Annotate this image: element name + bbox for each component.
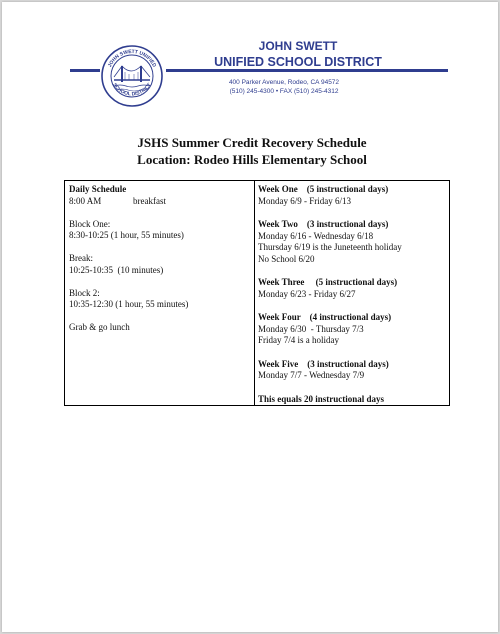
column-divider [254, 181, 255, 405]
week-two-no-school-note: No School 6/20 [258, 253, 315, 264]
week-two-holiday-note: Thursday 6/19 is the Juneteenth holiday [258, 242, 402, 252]
letterhead [70, 32, 448, 116]
week-two-dates: Monday 6/16 - Wednesday 6/18 [258, 230, 374, 241]
week-three-heading: Week Three (5 instructional days) [258, 277, 398, 287]
week-four-heading: Week Four (4 instructional days) [258, 312, 392, 322]
document-title: JSHS Summer Credit Recovery Schedule [137, 135, 367, 150]
breakfast-label: breakfast [133, 195, 166, 206]
block-two-time: 10:35-12:30 (1 hour, 55 minutes) [69, 299, 189, 309]
break-label: Break: [69, 253, 93, 263]
total-days-line: This equals 20 instructional days [258, 393, 385, 404]
breakfast-row [69, 196, 251, 208]
document-subtitle: Location: Rodeo Hills Elementary School [137, 152, 367, 167]
document-page [2, 2, 498, 632]
week-five-dates: Monday 7/7 - Wednesday 7/9 [258, 370, 365, 380]
lunch-line: Grab & go lunch [69, 322, 130, 332]
district-address: 400 Parker Avenue, Rodeo, CA 94572 [228, 79, 340, 86]
svg-text:JOHN SWETT UNIFIED: JOHN SWETT UNIFIED [106, 48, 157, 69]
district-name [178, 40, 418, 69]
district-name-line1: JOHN SWETT [258, 39, 338, 53]
district-name-line2: UNIFIED SCHOOL DISTRICT [214, 55, 382, 69]
week-three-dates: Monday 6/23 - Friday 6/27 [258, 288, 356, 299]
schedule-table [64, 180, 450, 406]
week-two-heading: Week Two (3 instructional days) [258, 219, 389, 229]
district-phone-fax: (510) 245-4300 • FAX (510) 245-4312 [229, 88, 339, 95]
daily-schedule-column [69, 184, 251, 334]
district-contact [204, 78, 364, 96]
week-one-heading: Week One (5 instructional days) [258, 184, 389, 194]
break-time: 10:25-10:35 (10 minutes) [69, 264, 164, 275]
breakfast-time: 8:00 AM [69, 195, 102, 206]
week-one-dates: Monday 6/9 - Friday 6/13 [258, 195, 351, 206]
block-two-label: Block 2: [69, 287, 100, 298]
block-one-time: 8:30-10:25 (1 hour, 55 minutes) [69, 230, 184, 240]
week-five-heading: Week Five (3 instructional days) [258, 358, 389, 369]
document-titles [2, 134, 500, 168]
block-one-label: Block One: [69, 218, 111, 229]
week-four-dates: Monday 6/30 - Thursday 7/3 [258, 323, 364, 334]
daily-schedule-heading: Daily Schedule [69, 184, 127, 194]
district-seal-logo [100, 44, 164, 108]
week-four-holiday-note: Friday 7/4 is a holiday [258, 335, 339, 345]
svg-text:SCHOOL DISTRICT: SCHOOL DISTRICT [111, 82, 153, 98]
weeks-column [258, 184, 448, 405]
